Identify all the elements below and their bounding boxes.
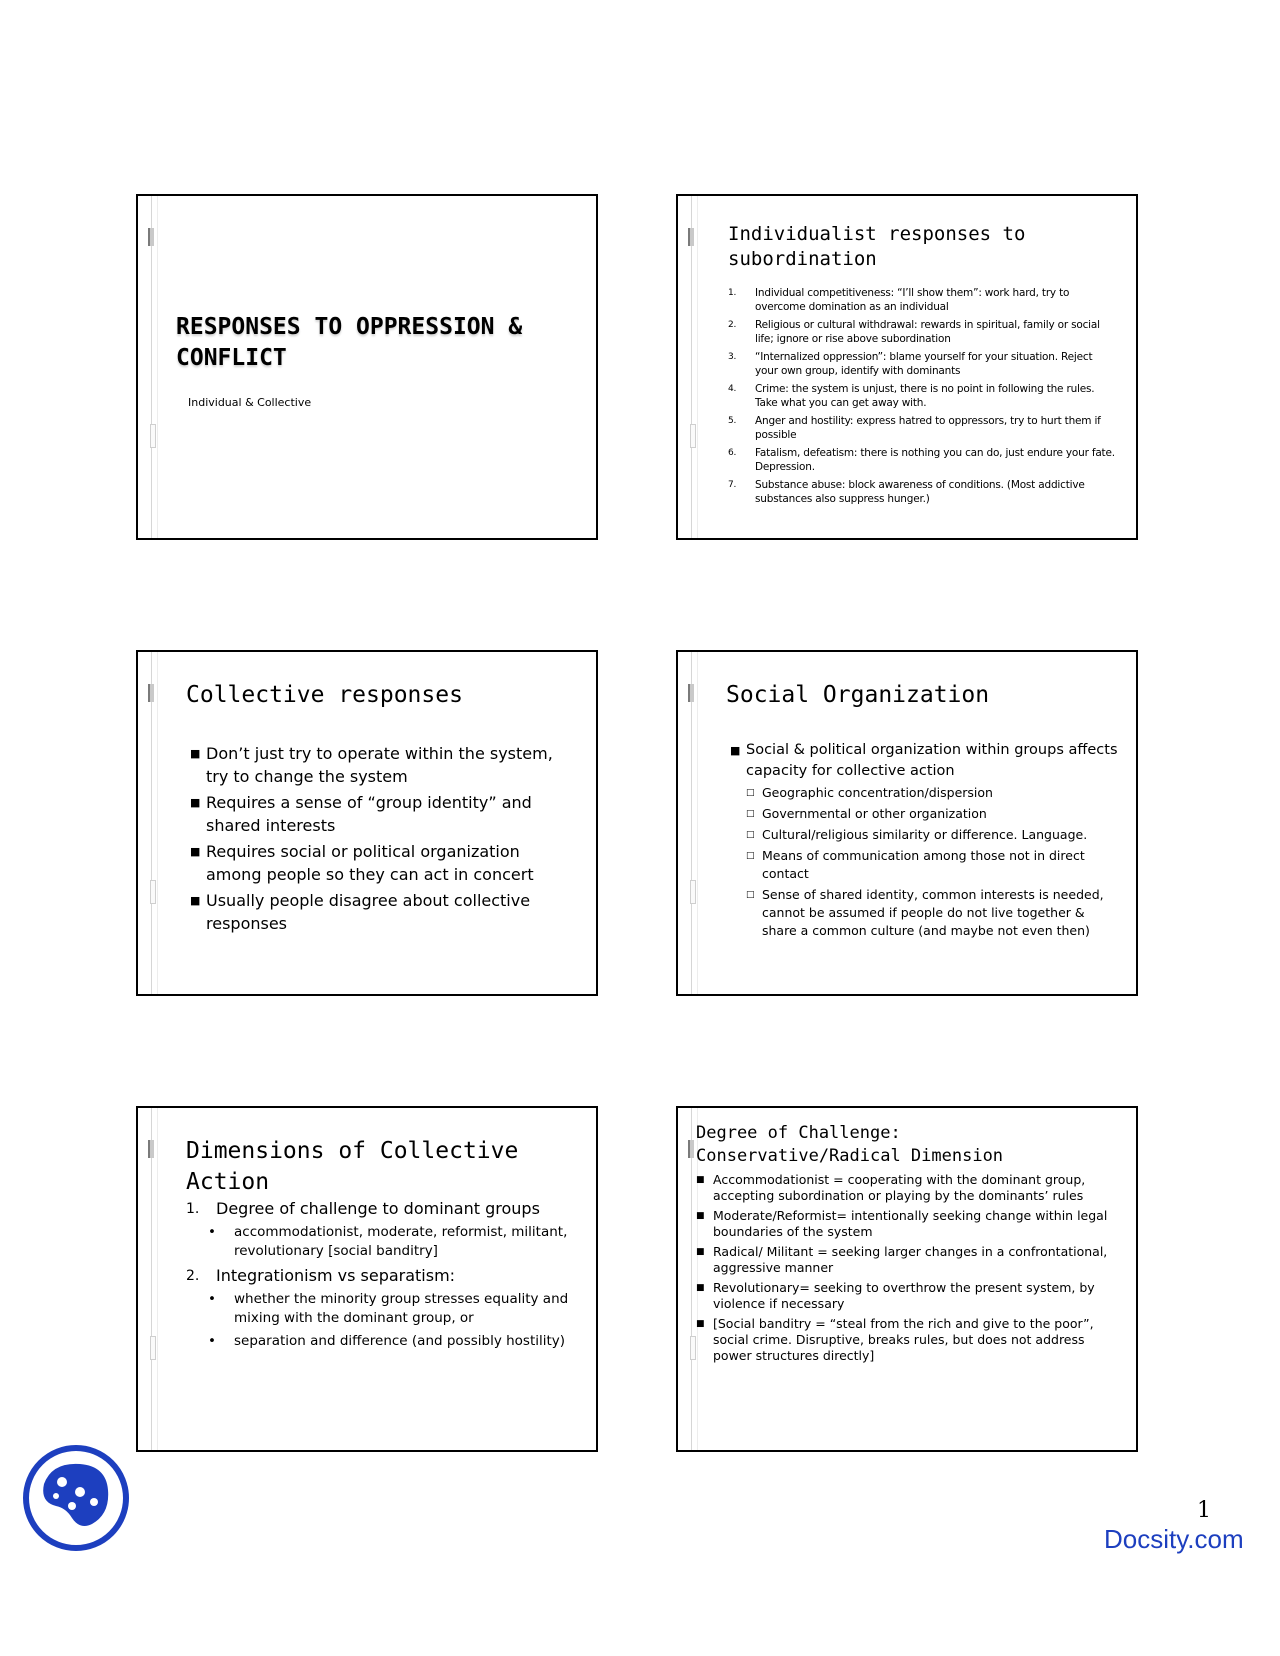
- item-number: 7.: [728, 480, 737, 490]
- item-text: Crime: the system is unjust, there is no point in following the rules. Take what you can get away with.: [755, 383, 1095, 409]
- slide-marker: [688, 228, 694, 246]
- square-bullet-icon: ■: [190, 747, 201, 760]
- slide-rail: [151, 1108, 158, 1450]
- list-item: [186, 1198, 586, 1261]
- list-item: [728, 414, 1118, 442]
- list-item: [728, 286, 1118, 314]
- slide-degree-of-challenge: [676, 1106, 1138, 1452]
- item-text: separation and difference (and possibly hostility): [234, 1333, 566, 1349]
- slide-rail: [151, 652, 158, 994]
- slide-marker-lower: [690, 424, 696, 448]
- slide-social-organization: [676, 650, 1138, 996]
- title-line-1: Individualist responses to: [728, 223, 1026, 245]
- slide-marker: [148, 228, 154, 246]
- sub-list-item: [208, 1223, 586, 1261]
- title-line-1: RESPONSES TO OPPRESSION &: [176, 314, 523, 340]
- square-bullet-icon: ■: [190, 894, 201, 907]
- list-item: [728, 446, 1118, 474]
- sub-list-item: [208, 1290, 586, 1328]
- list-item: [728, 478, 1118, 506]
- square-bullet-icon: ■: [696, 1247, 705, 1257]
- list-item: [186, 1265, 586, 1351]
- item-text: Individual competitiveness: “I’ll show them”: work hard, try to overcome domination as an individual: [755, 287, 1070, 313]
- slide-marker: [148, 1140, 154, 1158]
- slide-rail: [151, 196, 158, 538]
- item-text: accommodationist, moderate, reformist, militant, revolutionary [social banditry]: [234, 1224, 568, 1259]
- dot-bullet-icon: •: [208, 1291, 216, 1307]
- square-bullet-icon: ■: [730, 744, 741, 757]
- list-item: [190, 889, 570, 935]
- slide-dimensions-collective-action: [136, 1106, 598, 1452]
- slide-marker: [688, 684, 694, 702]
- title-line-2: subordination: [728, 248, 877, 270]
- title-line-1: Dimensions of Collective: [186, 1138, 519, 1164]
- item-number: 3.: [728, 352, 737, 362]
- item-text: Geographic concentration/dispersion: [762, 785, 993, 800]
- item-number: 2.: [728, 320, 737, 330]
- sub-list-item: [746, 886, 1120, 940]
- square-bullet-icon: ■: [190, 796, 201, 809]
- item-text: Religious or cultural withdrawal: rewards in spiritual, family or social life; ignore or rise above subordination: [755, 319, 1100, 345]
- list-item: [190, 840, 570, 886]
- sub-bullet-list: [730, 784, 1120, 940]
- sub-list-item: [746, 847, 1120, 883]
- sub-list-item: [746, 784, 1120, 802]
- hollow-square-bullet-icon: □: [746, 890, 755, 900]
- hollow-square-bullet-icon: □: [746, 830, 755, 840]
- list-item: [728, 350, 1118, 378]
- slide-individualist-responses: [676, 194, 1138, 540]
- slide-3-title: Collective responses: [186, 682, 463, 708]
- slide-4-title: Social Organization: [726, 682, 990, 708]
- item-number: 1.: [728, 288, 737, 298]
- numbered-list: [728, 286, 1118, 510]
- dot-bullet-icon: •: [208, 1224, 216, 1240]
- item-text: Accommodationist = cooperating with the dominant group, accepting subordination or playing by the dominants’ rules: [713, 1172, 1086, 1203]
- slide-rail: [691, 652, 698, 994]
- item-text: Anger and hostility: express hatred to oppressors, try to hurt them if possible: [755, 415, 1101, 441]
- list-item: [696, 1172, 1116, 1204]
- bullet-list: [730, 740, 1120, 943]
- hollow-square-bullet-icon: □: [746, 809, 755, 819]
- title-line-2: CONFLICT: [176, 345, 287, 371]
- slide-marker-lower: [150, 1336, 156, 1360]
- item-text: [Social banditry = “steal from the rich and give to the poor”, social crime. Disruptive, breaks rules, but does not address power structures directly]: [713, 1316, 1094, 1363]
- list-item: [696, 1208, 1116, 1240]
- logo-dot: [68, 1502, 76, 1510]
- brand-link[interactable]: Docsity.com: [1104, 1524, 1244, 1554]
- slide-6-title: [696, 1122, 1003, 1168]
- sub-list-item: [746, 826, 1120, 844]
- sub-list-item: [746, 805, 1120, 823]
- square-bullet-icon: ■: [696, 1283, 705, 1293]
- slide-1-subtitle: Individual & Collective: [188, 396, 312, 409]
- item-text: Usually people disagree about collective responses: [206, 891, 531, 933]
- page-number: 1: [1197, 1498, 1211, 1523]
- title-line-2: Action: [186, 1169, 270, 1195]
- logo-dot: [57, 1477, 67, 1487]
- item-text: Means of communication among those not in direct contact: [762, 848, 1085, 881]
- list-item: [696, 1280, 1116, 1312]
- item-text: Governmental or other organization: [762, 806, 987, 821]
- list-item: [190, 742, 570, 788]
- slide-2-title: [728, 222, 1025, 272]
- item-text: Requires social or political organization among people so they can act in concert: [206, 842, 534, 884]
- sub-bullet-list: [186, 1290, 586, 1351]
- slide-title: [136, 194, 598, 540]
- square-bullet-icon: ■: [190, 845, 201, 858]
- list-item: [696, 1316, 1116, 1364]
- list-item: [728, 318, 1118, 346]
- list-item: [696, 1244, 1116, 1276]
- bullet-list: [696, 1172, 1116, 1368]
- square-bullet-icon: ■: [696, 1211, 705, 1221]
- slide-marker-lower: [150, 880, 156, 904]
- item-text: Social & political organization within groups affects capacity for collective action: [746, 742, 1118, 779]
- item-text: Degree of challenge to dominant groups: [216, 1199, 540, 1218]
- slide-marker-lower: [690, 880, 696, 904]
- item-text: Radical/ Militant = seeking larger changes in a confrontational, aggressive manner: [713, 1244, 1108, 1275]
- slide-rail: [691, 196, 698, 538]
- slide-collective-responses: [136, 650, 598, 996]
- title-line-1: Degree of Challenge:: [696, 1123, 901, 1143]
- slide-marker: [148, 684, 154, 702]
- square-bullet-icon: ■: [696, 1175, 705, 1185]
- title-line-2: Conservative/Radical Dimension: [696, 1146, 1004, 1166]
- item-text: Sense of shared identity, common interests is needed, cannot be assumed if people do not live together & share a common culture (and maybe not even then): [762, 887, 1104, 938]
- sub-list-item: [208, 1332, 586, 1351]
- list-item: [190, 791, 570, 837]
- item-number: 5.: [728, 416, 737, 426]
- item-text: Integrationism vs separatism:: [216, 1266, 456, 1285]
- logo-dot: [53, 1493, 59, 1499]
- sub-bullet-list: [186, 1223, 586, 1261]
- slide-1-title: [176, 312, 576, 374]
- item-number: 2.: [186, 1268, 200, 1284]
- item-text: “Internalized oppression”: blame yourself for your situation. Reject your own group, identify with dominants: [755, 351, 1093, 377]
- logo-dot: [90, 1498, 98, 1506]
- item-text: Moderate/Reformist= intentionally seeking change within legal boundaries of the system: [713, 1208, 1108, 1239]
- docsity-logo-icon[interactable]: [22, 1444, 130, 1552]
- hollow-square-bullet-icon: □: [746, 851, 755, 861]
- item-text: Requires a sense of “group identity” and shared interests: [206, 793, 532, 835]
- square-bullet-icon: ■: [696, 1319, 705, 1329]
- item-text: Substance abuse: block awareness of conditions. (Most addictive substances also suppress hunger.): [755, 479, 1085, 505]
- slide-5-title: [186, 1136, 518, 1198]
- item-number: 4.: [728, 384, 737, 394]
- item-number: 6.: [728, 448, 737, 458]
- hollow-square-bullet-icon: □: [746, 788, 755, 798]
- item-text: whether the minority group stresses equality and mixing with the dominant group, or: [234, 1291, 569, 1326]
- item-number: 1.: [186, 1201, 200, 1217]
- numbered-list: [186, 1198, 586, 1355]
- item-text: Don’t just try to operate within the system, try to change the system: [206, 744, 553, 786]
- slide-marker: [688, 1140, 694, 1158]
- logo-dot: [75, 1487, 85, 1497]
- list-item: [730, 740, 1120, 940]
- bullet-list: [190, 742, 570, 938]
- item-text: Revolutionary= seeking to overthrow the present system, by violence if necessary: [713, 1280, 1095, 1311]
- dot-bullet-icon: •: [208, 1333, 216, 1349]
- slide-marker-lower: [150, 424, 156, 448]
- item-text: Cultural/religious similarity or difference. Language.: [762, 827, 1088, 842]
- list-item: [728, 382, 1118, 410]
- item-text: Fatalism, defeatism: there is nothing you can do, just endure your fate. Depression.: [755, 447, 1115, 473]
